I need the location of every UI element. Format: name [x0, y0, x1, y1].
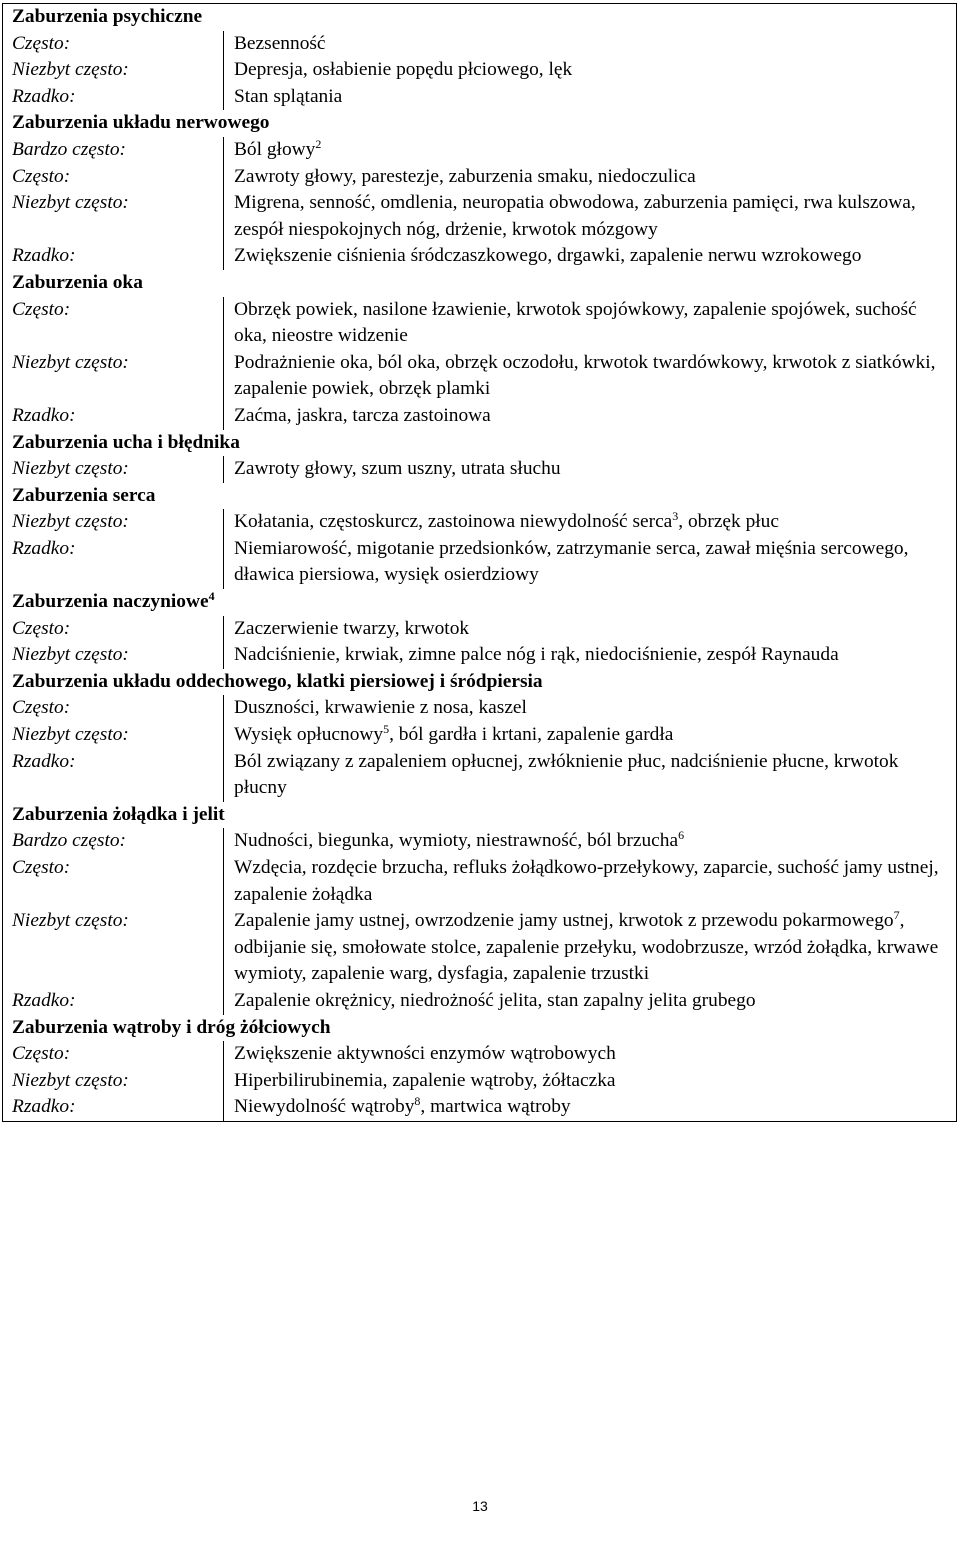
frequency-label: Często: — [3, 31, 224, 58]
table-row — [3, 31, 956, 58]
table-row — [3, 509, 956, 536]
section-title-text: Zaburzenia oka — [12, 271, 143, 293]
effects-text-main: Bezsenność — [234, 32, 326, 54]
effects-text — [224, 350, 956, 403]
effects-text — [224, 137, 956, 164]
frequency-label: Często: — [3, 616, 224, 643]
effects-text-main: Niemiarowość, migotanie przedsionków, zatrzymanie serca, zawał mięśnia sercowego, dławica piersiowa, wysięk osierdziowy — [234, 537, 909, 586]
effects-text-main: Zapalenie jamy ustnej, owrzodzenie jamy ustnej, krwotok z przewodu pokarmowego — [234, 910, 894, 932]
effects-text — [224, 695, 956, 722]
effects-text — [224, 84, 956, 111]
table-row — [3, 403, 956, 430]
section-title-text: Zaburzenia układu nerwowego — [12, 112, 270, 134]
effects-text-main: Duszności, krwawienie z nosa, kaszel — [234, 697, 527, 719]
effects-text-main: Nadciśnienie, krwiak, zimne palce nóg i rąk, niedociśnienie, zespół Raynauda — [234, 644, 839, 666]
effects-text — [224, 749, 956, 802]
section-title — [3, 589, 956, 616]
footnote-marker: 6 — [678, 828, 685, 843]
section-title — [3, 4, 956, 31]
effects-text — [224, 297, 956, 350]
effects-text — [224, 190, 956, 243]
frequency-label: Niezbyt często: — [3, 908, 224, 988]
section-title — [3, 110, 956, 137]
page-number: 13 — [472, 1498, 488, 1514]
section-title — [3, 802, 956, 829]
section-title-text: Zaburzenia żołądka i jelit — [12, 803, 225, 825]
frequency-label: Rzadko: — [3, 1094, 224, 1121]
footnote-marker: 3 — [672, 509, 679, 524]
table-row — [3, 828, 956, 855]
table-row — [3, 616, 956, 643]
effects-text-main: Zaczerwienie twarzy, krwotok — [234, 617, 470, 639]
effects-text — [224, 403, 956, 430]
table-row — [3, 722, 956, 749]
table-row — [3, 456, 956, 483]
frequency-label: Niezbyt często: — [3, 350, 224, 403]
frequency-label: Często: — [3, 297, 224, 350]
section-title-text: Zaburzenia psychiczne — [12, 6, 203, 27]
table-row — [3, 642, 956, 669]
table-row — [3, 57, 956, 84]
effects-text-cont: , ból gardła i krtani, zapalenie gardła — [389, 724, 674, 746]
effects-text-main: Obrzęk powiek, nasilone łzawienie, krwotok spojówkowy, zapalenie spojówek, suchość oka, nieostre widzenie — [234, 298, 917, 347]
section-title-text: Zaburzenia ucha i błędnika — [12, 431, 240, 453]
effects-text-main: Wysięk opłucnowy — [234, 724, 384, 746]
table-row — [3, 84, 956, 111]
footnote-marker: 8 — [414, 1094, 421, 1109]
table-row — [3, 137, 956, 164]
effects-text — [224, 456, 956, 483]
effects-text — [224, 164, 956, 191]
frequency-label: Często: — [3, 855, 224, 908]
frequency-label: Niezbyt często: — [3, 1068, 224, 1095]
footnote-marker: 7 — [893, 908, 900, 923]
section-title — [3, 669, 956, 696]
effects-text-main: Zawroty głowy, parestezje, zaburzenia smaku, niedoczulica — [234, 165, 696, 187]
frequency-label: Rzadko: — [3, 243, 224, 270]
table-row — [3, 350, 956, 403]
effects-text-main: Ból związany z zapaleniem opłucnej, zwłóknienie płuc, nadciśnienie płucne, krwotok płucny — [234, 750, 899, 799]
effects-text — [224, 243, 956, 270]
frequency-label: Często: — [3, 695, 224, 722]
table-row — [3, 1068, 956, 1095]
effects-text-main: Zwiększenie aktywności enzymów wątrobowych — [234, 1043, 616, 1065]
table-row — [3, 190, 956, 243]
table-row — [3, 749, 956, 802]
effects-text-cont: , obrzęk płuc — [678, 511, 779, 533]
effects-text — [224, 1041, 956, 1068]
effects-text-main: Wzdęcia, rozdęcie brzucha, refluks żołądkowo-przełykowy, zaparcie, suchość jamy ustnej, zapalenie żołądka — [234, 857, 939, 905]
effects-text — [224, 642, 956, 669]
table-row — [3, 243, 956, 270]
adverse-effects-table — [2, 3, 957, 1122]
effects-text-main: Zaćma, jaskra, tarcza zastoinowa — [234, 404, 491, 426]
frequency-label: Niezbyt często: — [3, 190, 224, 243]
table-row — [3, 695, 956, 722]
effects-text — [224, 509, 956, 536]
section-title — [3, 430, 956, 457]
effects-text — [224, 1068, 956, 1095]
frequency-label: Bardzo często: — [3, 828, 224, 855]
effects-text — [224, 828, 956, 855]
section-title-text: Zaburzenia serca — [12, 484, 156, 506]
frequency-label: Często: — [3, 1041, 224, 1068]
effects-text — [224, 616, 956, 643]
table-row — [3, 988, 956, 1015]
effects-text-main: Nudności, biegunka, wymioty, niestrawność, ból brzucha — [234, 830, 679, 852]
footnote-marker: 2 — [315, 136, 322, 151]
footnote-marker: 4 — [208, 589, 215, 604]
table-row — [3, 1094, 956, 1121]
frequency-label: Rzadko: — [3, 403, 224, 430]
table-row — [3, 536, 956, 589]
frequency-label: Niezbyt często: — [3, 57, 224, 84]
effects-text-main: Hiperbilirubinemia, zapalenie wątroby, żółtaczka — [234, 1069, 616, 1091]
effects-text — [224, 855, 956, 908]
effects-text — [224, 722, 956, 749]
effects-text — [224, 31, 956, 58]
effects-text-main: Zwiększenie ciśnienia śródczaszkowego, drgawki, zapalenie nerwu wzrokowego — [234, 245, 862, 267]
section-title-text: Zaburzenia naczyniowe — [12, 591, 209, 613]
section-title-text: Zaburzenia wątroby i dróg żółciowych — [12, 1016, 331, 1038]
frequency-label: Niezbyt często: — [3, 509, 224, 536]
effects-text-cont: , odbijanie się, smołowate stolce, zapalenie przełyku, wodobrzusze, wrzód żołądka, krwawe wymioty, zapalenie warg, dysfagia, zapalenie trzustki — [234, 910, 939, 985]
effects-text — [224, 908, 956, 988]
effects-text-main: Zawroty głowy, szum uszny, utrata słuchu — [234, 458, 561, 480]
effects-text-main: Stan splątania — [234, 85, 343, 107]
effects-text-main: Ból głowy — [234, 138, 316, 160]
frequency-label: Rzadko: — [3, 536, 224, 589]
frequency-label: Niezbyt często: — [3, 642, 224, 669]
effects-text-main: Niewydolność wątroby — [234, 1096, 415, 1118]
section-title — [3, 1015, 956, 1042]
effects-text — [224, 988, 956, 1015]
effects-text-main: Zapalenie okrężnicy, niedrożność jelita, stan zapalny jelita grubego — [234, 989, 756, 1011]
section-title — [3, 483, 956, 510]
frequency-label: Często: — [3, 164, 224, 191]
frequency-label: Niezbyt często: — [3, 456, 224, 483]
effects-text-main: Podrażnienie oka, ból oka, obrzęk oczodołu, krwotok twardówkowy, krwotok z siatkówki, zapalenie powiek, obrzęk plamki — [234, 351, 936, 400]
effects-text-main: Depresja, osłabienie popędu płciowego, lęk — [234, 59, 573, 81]
effects-text — [224, 57, 956, 84]
effects-text-cont: , martwica wątroby — [420, 1096, 571, 1118]
table-row — [3, 164, 956, 191]
section-title — [3, 270, 956, 297]
table-row — [3, 1041, 956, 1068]
footnote-marker: 5 — [383, 722, 390, 737]
table-row — [3, 855, 956, 908]
section-title-text: Zaburzenia układu oddechowego, klatki piersiowej i śródpiersia — [12, 670, 543, 692]
effects-text-main: Migrena, senność, omdlenia, neuropatia obwodowa, zaburzenia pamięci, rwa kulszowa, zespół niespokojnych nóg, drżenie, krwotok mózgowy — [234, 192, 916, 240]
table-row — [3, 297, 956, 350]
effects-text-main: Kołatania, częstoskurcz, zastoinowa niewydolność serca — [234, 511, 673, 533]
frequency-label: Rzadko: — [3, 988, 224, 1015]
frequency-label: Bardzo często: — [3, 137, 224, 164]
frequency-label: Niezbyt często: — [3, 722, 224, 749]
effects-text — [224, 1094, 956, 1121]
frequency-label: Rzadko: — [3, 84, 224, 111]
effects-text — [224, 536, 956, 589]
table-row — [3, 908, 956, 988]
frequency-label: Rzadko: — [3, 749, 224, 802]
